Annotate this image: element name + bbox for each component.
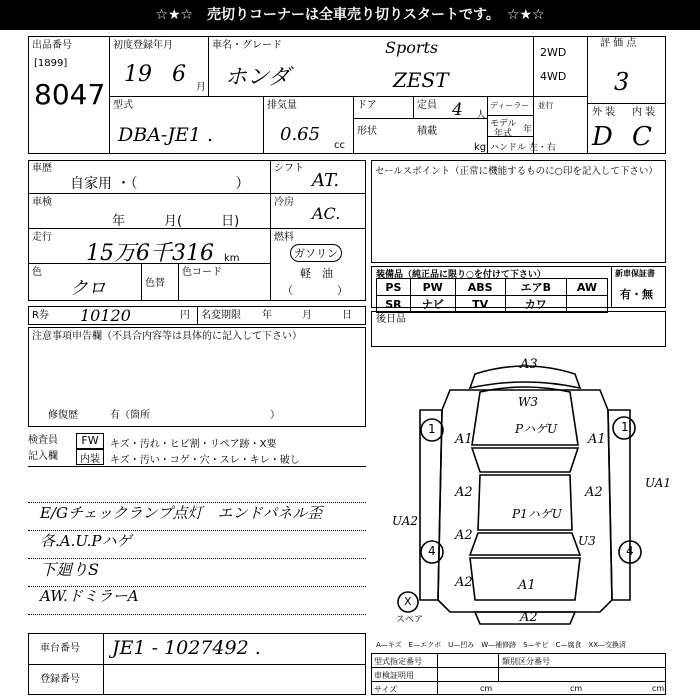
int-value: C — [632, 122, 652, 152]
repair-value: 有（箇所 ） — [110, 410, 280, 421]
spec-l1: 型式指定番号 — [374, 657, 422, 666]
wheel-rl-label: 4 — [428, 544, 436, 558]
dmg-rear: A1 — [518, 578, 536, 593]
note-4: AW.ドミラーA — [40, 587, 139, 605]
spare-mark: X — [404, 595, 412, 608]
inspector-label: 検査員 — [28, 435, 58, 446]
fw-items: キズ・汚れ・ヒビ割・リペア跡・X要 — [110, 439, 277, 450]
wheel-fr-label: 1 — [621, 420, 629, 434]
grade: Sports — [385, 38, 439, 57]
load-unit: kg — [474, 142, 487, 153]
wd4: 4WD — [540, 70, 567, 83]
spec-l2: 類別区分番号 — [502, 657, 550, 666]
dealer-label: ディーラー・並行 — [490, 101, 554, 110]
wheel-fl-label: 1 — [428, 422, 436, 436]
grade-value: 3 — [614, 68, 630, 96]
ac-value: AC. — [312, 204, 341, 223]
new-car-value: 有・無 — [620, 288, 653, 301]
dmg-hood: PハゲU — [515, 422, 558, 436]
lot-label: 出品番号 — [32, 40, 72, 51]
type-value: DBA-JE1 . — [118, 124, 213, 146]
ac-label: 冷房 — [274, 197, 294, 208]
disp-label: 排気量 — [267, 100, 297, 111]
dmg-right-rear: U3 — [578, 534, 596, 548]
modelyr-label2: 年式 — [494, 129, 513, 139]
lot-number: 8047 — [34, 78, 106, 111]
damage-legend: A—キズ E—エクボ U—凹み W—補修跡 S—サビ C—腐食 XX—交換済 — [376, 641, 627, 649]
handle-label: ハンドル 左・右 — [490, 143, 556, 153]
dmg-bottom: A2 — [520, 610, 538, 625]
equip-navi: ナビ — [410, 296, 455, 313]
cap-label: 定員 — [417, 100, 437, 111]
equip-leather: カワ — [505, 296, 566, 313]
fw-tag: FW — [76, 433, 104, 449]
equip-ps: PS — [377, 279, 411, 296]
ext-label: 外 装 — [592, 107, 616, 118]
dmg-left-rear-side: UA2 — [392, 514, 419, 528]
namechange-value: 年 月 日 — [262, 310, 352, 321]
equip-aw: AW — [566, 279, 607, 296]
disp-unit: cc — [334, 140, 345, 151]
inspect-label: 車検 — [32, 197, 52, 208]
equip-airbag: エアB — [505, 279, 566, 296]
dmg-left-front: A1 — [455, 432, 473, 447]
reg-month-unit: 月 — [196, 82, 206, 93]
dmg-top-inner: W3 — [518, 395, 538, 409]
fuel-value: ガソリン — [290, 244, 342, 262]
car-rear-window — [470, 533, 580, 555]
dmg-right-side: UA1 — [645, 476, 672, 490]
dmg-left-rear: A2 — [455, 528, 473, 543]
fill-block — [371, 311, 666, 347]
spec-cm3: cm — [652, 684, 665, 693]
fuel-label: 燃料 — [274, 232, 294, 243]
spec-cm2: cm — [570, 684, 583, 693]
doors-label: ドア — [357, 100, 377, 111]
shift-value: AT. — [312, 170, 340, 191]
lot-sub: [1899] — [34, 58, 68, 69]
namechange-label: 名変期限 — [201, 310, 241, 321]
spec-l3: 車検証明用 — [374, 671, 414, 680]
banner: ☆★☆ 売切りコーナーは全車売り切りスタートです。 ☆★☆ — [0, 0, 700, 30]
interior-tag: 内装 — [76, 449, 104, 465]
use-label: 車歴 — [32, 163, 52, 174]
type-label: 型式 — [113, 100, 133, 111]
wd2: 2WD — [540, 46, 567, 59]
mileage-label: 走行 — [32, 232, 52, 243]
maker: ホンダ — [225, 65, 291, 90]
mileage-unit: km — [224, 253, 240, 264]
note-1: E/Gチェックランプ点灯 エンドパネル歪 — [40, 504, 323, 522]
recycle-label: R券 — [32, 310, 49, 321]
cap-value: 4 — [452, 100, 463, 120]
fuel-other: （ ） — [282, 284, 348, 297]
equipment-title: 装備品（純正品に限り○を付けて下さい） — [376, 270, 546, 280]
dmg-top: A3 — [520, 357, 538, 372]
color-value: クロ — [70, 278, 106, 299]
disp-value: 0.65 — [280, 124, 321, 145]
fill-label: 後日品 — [376, 314, 406, 325]
notice-label: 注意事項申告欄（不具合内容等は具体的に記入して下さい） — [32, 331, 302, 342]
equip-pw: PW — [410, 279, 455, 296]
year-unit: 年 — [523, 125, 533, 135]
chassis-label: 車台番号 — [40, 643, 80, 654]
shift-label: シフト — [274, 163, 304, 174]
equip-abs: ABS — [455, 279, 505, 296]
colorcode-label: 色コード — [182, 267, 222, 278]
equipment-table — [376, 278, 608, 313]
int-label: 内 装 — [632, 107, 656, 118]
spare-label: スペア — [396, 615, 424, 625]
recolor-label: 色替 — [145, 278, 165, 289]
dmg-rear-upper: A2 — [455, 575, 473, 590]
reg-label: 初度登録年月 — [113, 40, 173, 51]
wheel-rr-label: 4 — [626, 544, 634, 558]
inspect-value: 年 月( 日) — [112, 214, 240, 229]
dmg-roof: P1ハゲU — [512, 507, 562, 521]
spec-l4: サイズ — [374, 685, 398, 694]
modelyr-label1: モデル — [490, 119, 517, 129]
entry-label: 記入欄 — [28, 451, 58, 462]
name-label: 車名・グレード — [212, 40, 282, 51]
sales-title: セールスポイント（正常に機能するものに○印を記入して下さい） — [375, 166, 658, 177]
grade-label: 評 価 点 — [600, 38, 637, 49]
reg-year: 19 — [124, 62, 152, 87]
chassis-value: JE1 - 1027492 . — [112, 637, 261, 659]
ext-value: D — [592, 122, 613, 152]
reg-month: 6 — [172, 62, 186, 87]
interior-items: キズ・汚い・コゲ・穴・スレ・キレ・破し — [110, 455, 300, 466]
recycle-unit: 円 — [180, 310, 190, 321]
new-car-label: 新車保証書 — [615, 269, 655, 278]
recycle-value: 10120 — [80, 306, 131, 325]
repair-label: 修復歴 — [48, 410, 78, 421]
reg-number-label: 登録番号 — [40, 674, 80, 685]
car-windshield — [472, 448, 578, 472]
note-3: 下廻りS — [40, 560, 99, 579]
equip-sr: SR — [377, 296, 411, 313]
dmg-left-mid: A2 — [455, 485, 473, 500]
dmg-right-front: A1 — [588, 432, 606, 447]
spec-cm1: cm — [480, 684, 493, 693]
fuel-diesel: 軽 油 — [300, 267, 333, 280]
note-2: 各.A.U.Pハゲ — [40, 532, 132, 550]
load-label: 積載 — [417, 126, 437, 137]
dmg-right-mid: A2 — [585, 485, 603, 500]
mileage-value: 15万6千316 — [86, 241, 214, 266]
cap-unit: 人 — [476, 110, 486, 121]
model-name: ZEST — [393, 68, 449, 92]
use-value: 自家用 ・（ ） — [70, 176, 250, 192]
equip-tv: TV — [455, 296, 505, 313]
color-label: 色 — [32, 267, 42, 278]
shape-label: 形状 — [357, 126, 377, 137]
